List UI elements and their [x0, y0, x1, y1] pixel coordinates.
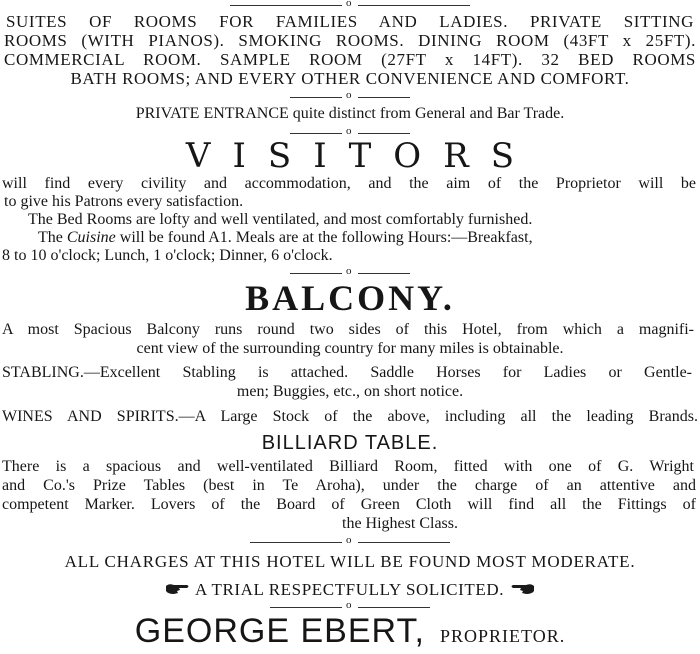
separator: o — [250, 537, 450, 549]
separator: o — [230, 0, 470, 12]
private-entrance: PRIVATE ENTRANCE quite distinct from General and Bar Trade. — [135, 105, 565, 122]
balcony-heading: BALCONY. — [245, 278, 455, 318]
proprietor-title: PROPRIETOR. — [440, 626, 566, 646]
visitors-line-3: The Bed Rooms are lofty and well ventilated, and most comfortably furnished. — [28, 211, 533, 228]
intro-line-4: BATH ROOMS; AND EVERY OTHER CONVENIENCE AND COMFORT. — [70, 69, 630, 88]
visitors-cuisine-line: The Cuisine will be found A1. Meals are at the following Hours:—Breakfast, — [38, 229, 533, 246]
signature — [0, 614, 700, 648]
balcony-line-1: A most Spacious Balcony runs round two sides of this Hotel, from which a magnifi- — [2, 321, 694, 338]
stabling-line-1: STABLING.—Excellent Stabling is attached. Saddle Horses for Ladies or Gentle- — [2, 364, 692, 381]
billiard-line-3: competent Marker. Lovers of the Board of Green Cloth will find all the Fittings of — [2, 496, 696, 513]
billiard-heading: BILLIARD TABLE. — [261, 432, 439, 454]
visitors-line-1: will find every civility and accommodation, and the aim of the Proprietor will be — [2, 175, 696, 192]
cuisine-word: Cuisine — [66, 229, 116, 246]
pointing-hand-icon — [509, 582, 535, 596]
trial-line — [0, 581, 700, 598]
visitors-heading: VISITORS — [185, 136, 537, 176]
trial-text: A TRIAL RESPECTFULLY SOLICITED. — [195, 580, 505, 599]
balcony-line-2: cent view of the surrounding country for many miles is obtainable. — [136, 340, 564, 357]
stabling-line-2: men; Buggies, etc., on short notice. — [236, 383, 464, 400]
separator: o — [290, 92, 410, 104]
visitors-hours: 8 to 10 o'clock; Lunch, 1 o'clock; Dinner, 6 o'clock. — [2, 247, 333, 264]
billiard-line-4: the Highest Class. — [342, 515, 458, 532]
intro-line-3: COMMERCIAL ROOM. SAMPLE ROOM (27FT x 14FT). 32 BED ROOMS — [4, 50, 696, 69]
intro-line-2: ROOMS (WITH PIANOS). SMOKING ROOMS. DINING ROOM (43FT x 25FT). — [4, 31, 696, 50]
separator: o — [290, 128, 410, 140]
separator: o — [270, 602, 430, 614]
visitors-line-2: to give his Patrons every satisfaction. — [4, 193, 244, 210]
intro-line-1: SUITES OF ROOMS FOR FAMILIES AND LADIES. PRIVATE SITTING — [6, 12, 694, 31]
pointing-hand-icon — [165, 582, 191, 596]
charges-line: ALL CHARGES AT THIS HOTEL WILL BE FOUND MOST MODERATE. — [64, 552, 636, 571]
billiard-line-2: and Co.'s Prize Tables (best in Te Aroha), under the charge of an attentive and — [2, 477, 696, 494]
separator: o — [290, 268, 410, 280]
billiard-line-1: There is a spacious and well-ventilated Billiard Room, fitted with one of G. Wright — [2, 458, 694, 475]
proprietor-name: GEORGE EBERT, — [134, 612, 425, 650]
wines-line: WINES AND SPIRITS.—A Large Stock of the above, including all the leading Brands. — [2, 408, 698, 425]
